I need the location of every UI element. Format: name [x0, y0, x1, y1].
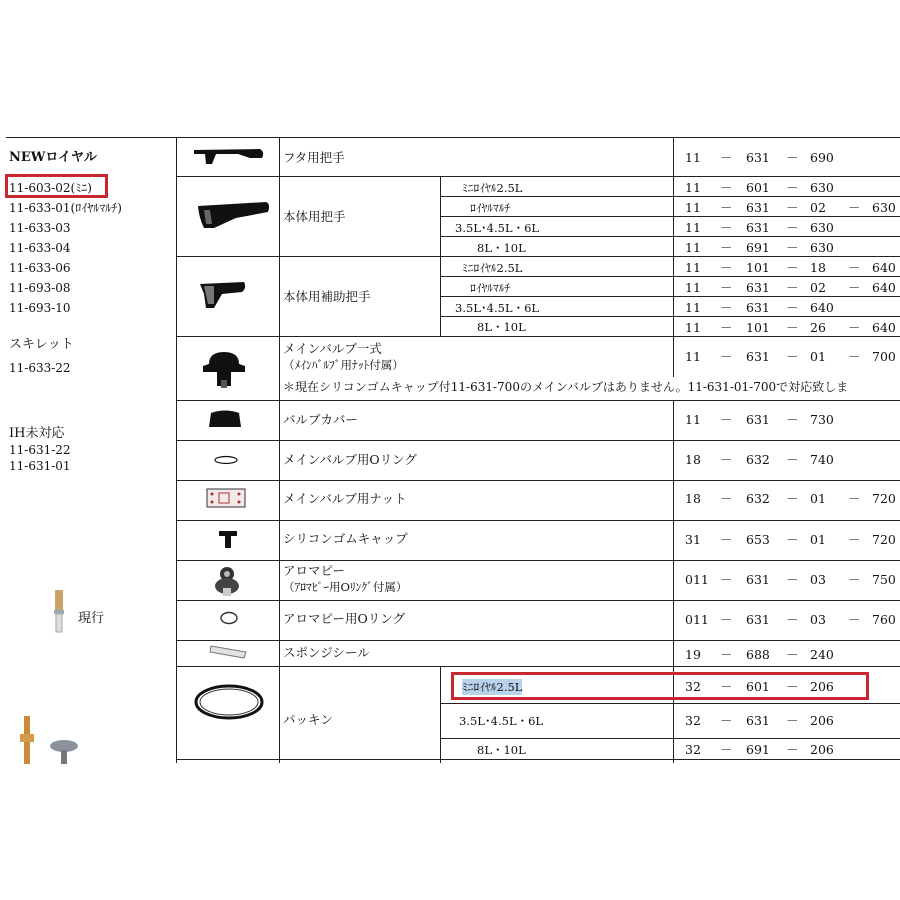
part-code-segment: 31 — [685, 532, 701, 547]
code-dash: － — [720, 260, 733, 275]
skillet-code: 11-633-22 — [9, 361, 71, 375]
part-code-segment: 640 — [872, 280, 896, 295]
model-label: ﾐﾆﾛｲﾔﾙ2.5L — [462, 181, 523, 195]
part-code-segment: 690 — [810, 150, 834, 165]
part-code-row — [0, 320, 900, 336]
part-code-segment: 640 — [872, 260, 896, 275]
code-dash: － — [786, 742, 799, 757]
part-code-row — [0, 612, 900, 628]
part-code-segment: 631 — [746, 150, 770, 165]
code-dash: － — [720, 320, 733, 335]
part-code-segment: 631 — [746, 200, 770, 215]
part-code-row — [0, 647, 900, 663]
part-code-segment: 640 — [872, 320, 896, 335]
part-name: 本体用補助把手 — [283, 289, 371, 304]
part-code-row — [0, 452, 900, 468]
code-dash: － — [786, 200, 799, 215]
part-code-row — [0, 260, 900, 276]
code-dash: － — [720, 412, 733, 427]
code-dash: － — [786, 300, 799, 315]
code-dash: － — [720, 742, 733, 757]
part-code-segment: 740 — [810, 452, 834, 467]
model-label: 3.5L･4.5L・6L — [459, 714, 544, 728]
part-code-segment: 691 — [746, 240, 770, 255]
part-code-segment: 11 — [685, 300, 701, 315]
code-dash: － — [786, 412, 799, 427]
part-code-segment: 18 — [810, 260, 826, 275]
model-label: 8L・10L — [477, 743, 526, 757]
part-code-row — [0, 220, 900, 236]
part-code-segment: 206 — [810, 679, 834, 694]
sidebar-code: 11-603-02(ﾐﾆ) — [9, 181, 92, 195]
part-code-row — [0, 491, 900, 507]
part-code-segment: 631 — [746, 349, 770, 364]
code-dash: － — [720, 300, 733, 315]
part-code-segment: 011 — [685, 612, 709, 627]
part-code-segment: 630 — [810, 180, 834, 195]
code-dash: － — [786, 713, 799, 728]
part-code-row — [0, 200, 900, 216]
code-dash: － — [786, 532, 799, 547]
gasket-highlight-box — [451, 672, 869, 700]
part-name: シリコンゴムキャップ — [283, 531, 408, 546]
part-code-segment: 18 — [685, 452, 701, 467]
model-label: 8L・10L — [477, 320, 526, 334]
code-dash: － — [720, 200, 733, 215]
ih-title: IH未対応 — [9, 426, 65, 441]
code-dash: － — [786, 572, 799, 587]
part-code-segment: 11 — [685, 280, 701, 295]
part-name: メインバルブ一式 — [283, 341, 382, 356]
code-dash: － — [786, 452, 799, 467]
code-dash: － — [720, 491, 733, 506]
part-name: メインバルブ用Oリング — [283, 452, 417, 467]
part-code-segment: 11 — [685, 240, 701, 255]
model-label: 8L・10L — [477, 241, 526, 255]
part-code-segment: 750 — [872, 572, 896, 587]
part-code-segment: 101 — [746, 320, 770, 335]
part-code-segment: 691 — [746, 742, 770, 757]
ih-code: 11-631-22 — [9, 443, 71, 457]
part-code-segment: 18 — [685, 491, 701, 506]
part-code-segment: 01 — [810, 532, 826, 547]
part-code-segment: 01 — [810, 491, 826, 506]
part-code-segment: 640 — [810, 300, 834, 315]
code-dash: － — [720, 180, 733, 195]
code-dash: － — [720, 280, 733, 295]
part-code-segment: 206 — [810, 742, 834, 757]
sidebar-code: 11-693-08 — [9, 281, 71, 295]
part-name: 本体用把手 — [283, 209, 346, 224]
part-name: アロマピー用Oリング — [283, 611, 405, 626]
sidebar-code: 11-633-04 — [9, 241, 71, 255]
part-code-segment: 02 — [810, 280, 826, 295]
part-name: フタ用把手 — [283, 150, 345, 165]
code-dash: － — [786, 240, 799, 255]
part-code-segment: 632 — [746, 491, 770, 506]
sidebar-code: 11-693-10 — [9, 301, 71, 315]
part-code-segment: 630 — [810, 240, 834, 255]
code-dash: － — [720, 679, 733, 694]
code-dash: － — [720, 349, 733, 364]
code-dash: － — [720, 713, 733, 728]
model-label: 3.5L･4.5L・6L — [455, 301, 540, 315]
code-dash: － — [720, 150, 733, 165]
part-code-row — [0, 412, 900, 428]
part-code-row — [0, 150, 900, 166]
part-code-row — [0, 180, 900, 196]
main-valve-note: ＊現在シリコンゴムキャップ付11-631-700のメインバルブはありません。11-631-01-700で対応致しま — [283, 380, 849, 394]
part-name: バルブカバー — [283, 412, 358, 427]
part-code-segment: 01 — [810, 349, 826, 364]
part-code-segment: 26 — [810, 320, 826, 335]
part-code-segment: 32 — [685, 742, 701, 757]
part-code-segment: 32 — [685, 713, 701, 728]
sidebar-title: NEWロイヤル — [9, 150, 97, 165]
code-dash: － — [786, 349, 799, 364]
part-code-segment: 631 — [746, 300, 770, 315]
code-dash: － — [848, 532, 861, 547]
code-dash: － — [786, 647, 799, 662]
part-code-row — [0, 349, 900, 365]
code-dash: － — [786, 612, 799, 627]
part-code-segment: 240 — [810, 647, 834, 662]
part-name: パッキン — [283, 712, 333, 727]
part-code-segment: 631 — [746, 713, 770, 728]
code-dash: － — [848, 612, 861, 627]
part-code-segment: 11 — [685, 349, 701, 364]
skillet-title: スキレット — [9, 337, 74, 352]
part-code-segment: 700 — [872, 349, 896, 364]
part-code-segment: 101 — [746, 260, 770, 275]
part-name-note: （ｱﾛﾏﾋﾟｰ用Oﾘﾝｸﾞ付属） — [283, 580, 408, 594]
part-name-note: （ﾒｲﾝﾊﾞﾙﾌﾞ用ﾅｯﾄ付属） — [283, 358, 404, 372]
code-dash: － — [848, 280, 861, 295]
part-code-segment: 631 — [746, 220, 770, 235]
code-dash: － — [720, 220, 733, 235]
model-label: ﾐﾆﾛｲﾔﾙ2.5L — [462, 261, 523, 275]
part-code-segment: 601 — [746, 180, 770, 195]
part-code-row — [0, 532, 900, 548]
part-code-segment: 206 — [810, 713, 834, 728]
part-code-row — [0, 280, 900, 296]
part-code-segment: 03 — [810, 612, 826, 627]
part-code-segment: 653 — [746, 532, 770, 547]
part-code-segment: 688 — [746, 647, 770, 662]
model-label: 3.5L･4.5L・6L — [455, 221, 540, 235]
part-code-segment: 32 — [685, 679, 701, 694]
code-dash: － — [786, 320, 799, 335]
part-code-segment: 760 — [872, 612, 896, 627]
part-code-segment: 11 — [685, 260, 701, 275]
current-label: 現行 — [78, 611, 105, 626]
model-label: ﾛｲﾔﾙﾏﾙﾁ — [470, 201, 511, 215]
code-dash: － — [720, 572, 733, 587]
code-dash: － — [786, 150, 799, 165]
part-code-row — [0, 240, 900, 256]
code-dash: － — [720, 240, 733, 255]
part-code-segment: 02 — [810, 200, 826, 215]
part-code-row — [0, 742, 900, 758]
code-dash: － — [786, 220, 799, 235]
part-code-segment: 11 — [685, 180, 701, 195]
part-code-segment: 11 — [685, 412, 701, 427]
sidebar-code: 11-633-01(ﾛｲﾔﾙﾏﾙﾁ) — [9, 201, 122, 215]
model-label: ﾛｲﾔﾙﾏﾙﾁ — [470, 281, 511, 295]
part-code-segment: 11 — [685, 150, 701, 165]
part-code-segment: 601 — [746, 679, 770, 694]
part-code-segment: 632 — [746, 452, 770, 467]
part-code-segment: 630 — [810, 220, 834, 235]
part-code-segment: 631 — [746, 412, 770, 427]
code-dash: － — [848, 491, 861, 506]
part-name: アロマピー — [283, 563, 346, 578]
part-code-segment: 631 — [746, 572, 770, 587]
code-dash: － — [848, 260, 861, 275]
code-dash: － — [720, 612, 733, 627]
model-label-highlighted: ﾐﾆﾛｲﾔﾙ2.5L — [462, 680, 523, 694]
part-code-segment: 720 — [872, 532, 896, 547]
code-dash: － — [848, 200, 861, 215]
part-code-segment: 03 — [810, 572, 826, 587]
part-code-segment: 630 — [872, 200, 896, 215]
sidebar-code: 11-633-06 — [9, 261, 71, 275]
part-code-row — [0, 572, 900, 588]
part-code-segment: 631 — [746, 612, 770, 627]
part-code-segment: 011 — [685, 572, 709, 587]
part-code-segment: 730 — [810, 412, 834, 427]
code-dash: － — [786, 491, 799, 506]
code-dash: － — [786, 679, 799, 694]
code-dash: － — [720, 532, 733, 547]
part-code-row — [0, 713, 900, 729]
ih-code: 11-631-01 — [9, 459, 71, 473]
code-dash: － — [720, 647, 733, 662]
code-dash: － — [848, 349, 861, 364]
part-name: メインバルブ用ナット — [283, 491, 407, 506]
code-dash: － — [848, 572, 861, 587]
code-dash: － — [720, 452, 733, 467]
part-code-segment: 19 — [685, 647, 701, 662]
code-dash: － — [786, 260, 799, 275]
part-code-segment: 11 — [685, 200, 701, 215]
part-code-segment: 720 — [872, 491, 896, 506]
code-dash: － — [786, 180, 799, 195]
part-code-segment: 631 — [746, 280, 770, 295]
part-code-row — [0, 300, 900, 316]
part-name: スポンジシール — [283, 645, 370, 660]
part-code-segment: 11 — [685, 220, 701, 235]
sidebar-code: 11-633-03 — [9, 221, 71, 235]
code-dash: － — [848, 320, 861, 335]
part-code-segment: 11 — [685, 320, 701, 335]
code-dash: － — [786, 280, 799, 295]
